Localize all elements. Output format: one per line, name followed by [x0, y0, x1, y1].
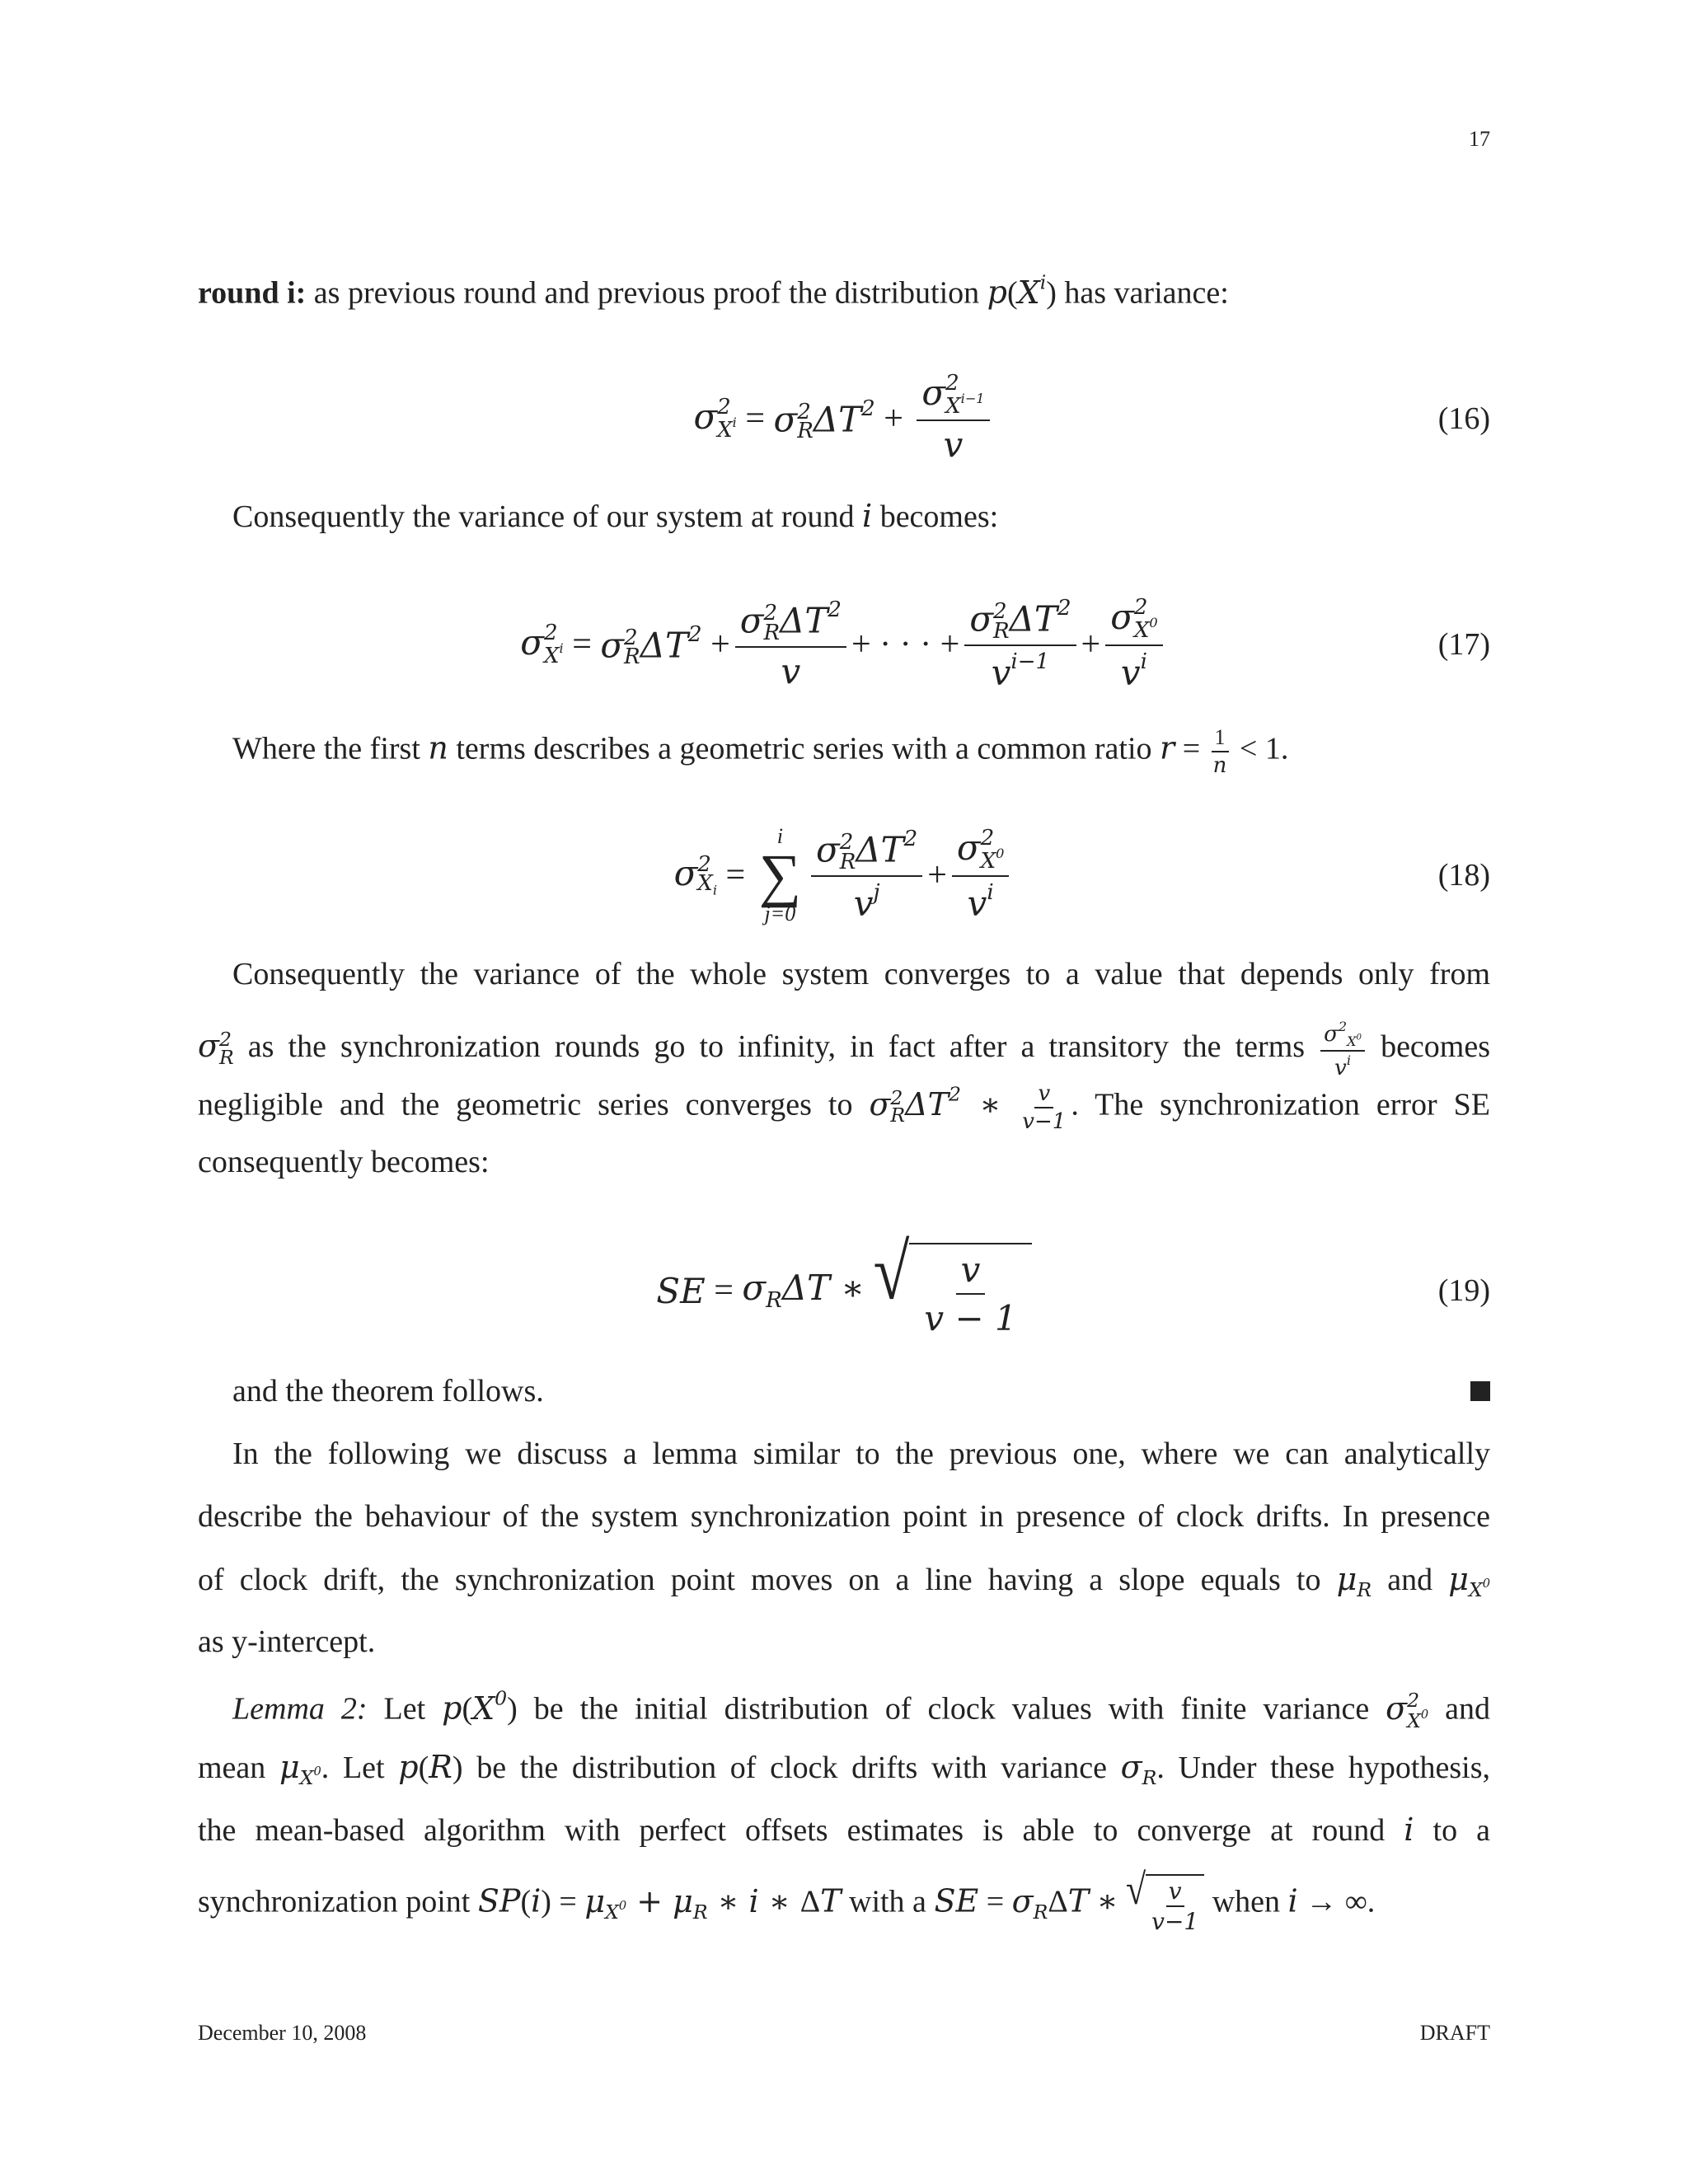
equation-17: σ 2 $X^i$ = σ 2 R $\Delta T^2$ + σ 2 R $\Delta T^2$ v + · · · + σ 2 R $\Delta T^2$ $v^{i-1}$ + σ 2 $X^0$ $v^i$ (17) — [520, 594, 1490, 693]
paragraph-variance-round: Consequently the variance of our system at round i becomes: — [232, 498, 999, 534]
paragraph-lemma-intro-line3: of clock drift, the synchronization point moves on a line having a slope equals to $\mu_R$ and $\mu_{X^0}$ — [198, 1561, 1491, 1602]
paragraph-lemma-intro-line1: In the following we discuss a lemma similar to the previous one, where we can analytically — [232, 1436, 1490, 1471]
lemma-label: Lemma 2: — [232, 1691, 368, 1727]
lemma-2-line3: the mean-based algorithm with perfect offsets estimates is able to converge at round i to a — [198, 1811, 1490, 1848]
equation-number: (16) — [1437, 401, 1490, 436]
paragraph-convergence-line2: σ 2 R as the synchronization rounds go to infinity, in fact after a transitory the terms $\frac{\sigma^2_{X^0}}{v^i}$ becomes — [198, 1019, 1491, 1080]
equation-19: SE = $\sigma_R\Delta T$ ∗ √ $\frac{v}{v - 1}$ (19) — [656, 1229, 1490, 1338]
paragraph-lemma-intro-line4: as y-intercept. — [198, 1624, 376, 1659]
equation-16: σ 2 $X^i$ = σ 2 R $\Delta T^2$ + σ 2 $X^{i-1}$ v (16) — [693, 370, 1490, 466]
paragraph-convergence-line1: Consequently the variance of the whole system converges to a value that depends only from — [232, 957, 1490, 991]
equation-number: (17) — [1437, 627, 1490, 662]
lemma-2-line1: Lemma 2: Let $p(X^0)$ be the initial distribution of clock values with finite variance σ 2 $X^0$ and — [232, 1686, 1491, 1733]
round-label: round i: — [198, 275, 307, 311]
equation-18: σ 2 $X_i$ = i ∑ j=0 σ 2 R $\Delta T^2$ $v^j$ + σ 2 $X^0$ $v^i$ (18) — [673, 823, 1490, 926]
lemma-2-line4: synchronization point $SP(i) = \mu_{X^0} + \mu_R$ ∗ i ∗ ΔT with a SE = $\sigma_R\Delta T$ ∗ √ $\frac{v}{v-1}$ when i → ∞. — [198, 1865, 1376, 1935]
lemma-2-line2: mean $\mu_{X^0}$. Let p(R) be the distribution of clock drifts with variance $\sigma_R$. Under these hypothesis, — [198, 1749, 1490, 1790]
paragraph-round-i: round i: as previous round and previous proof the distribution $p(X^i)$ has variance: — [198, 270, 1229, 311]
paragraph-geometric-series: Where the first n terms describes a geometric series with a common ratio r = $\frac{1}{n}$ < 1. — [232, 725, 1289, 778]
footer-date: December 10, 2008 — [198, 2021, 367, 2045]
paragraph-theorem-follows: and the theorem follows. — [232, 1374, 544, 1408]
equation-number: (18) — [1437, 858, 1490, 893]
page-number: 17 — [1469, 127, 1490, 151]
paragraph-convergence-line3: negligible and the geometric series converges to σ 2 R $\Delta T^2$ ∗ $\frac{v}{v-1}$ . The synchronization error SE — [198, 1081, 1490, 1134]
paragraph-convergence-line4: consequently becomes: — [198, 1145, 490, 1179]
paragraph-lemma-intro-line2: describe the behaviour of the system synchronization point in presence of clock drifts. In presence — [198, 1499, 1490, 1534]
qed-square-icon — [1470, 1381, 1490, 1401]
equation-number: (19) — [1437, 1273, 1490, 1308]
footer-draft-label: DRAFT — [1419, 2021, 1490, 2045]
